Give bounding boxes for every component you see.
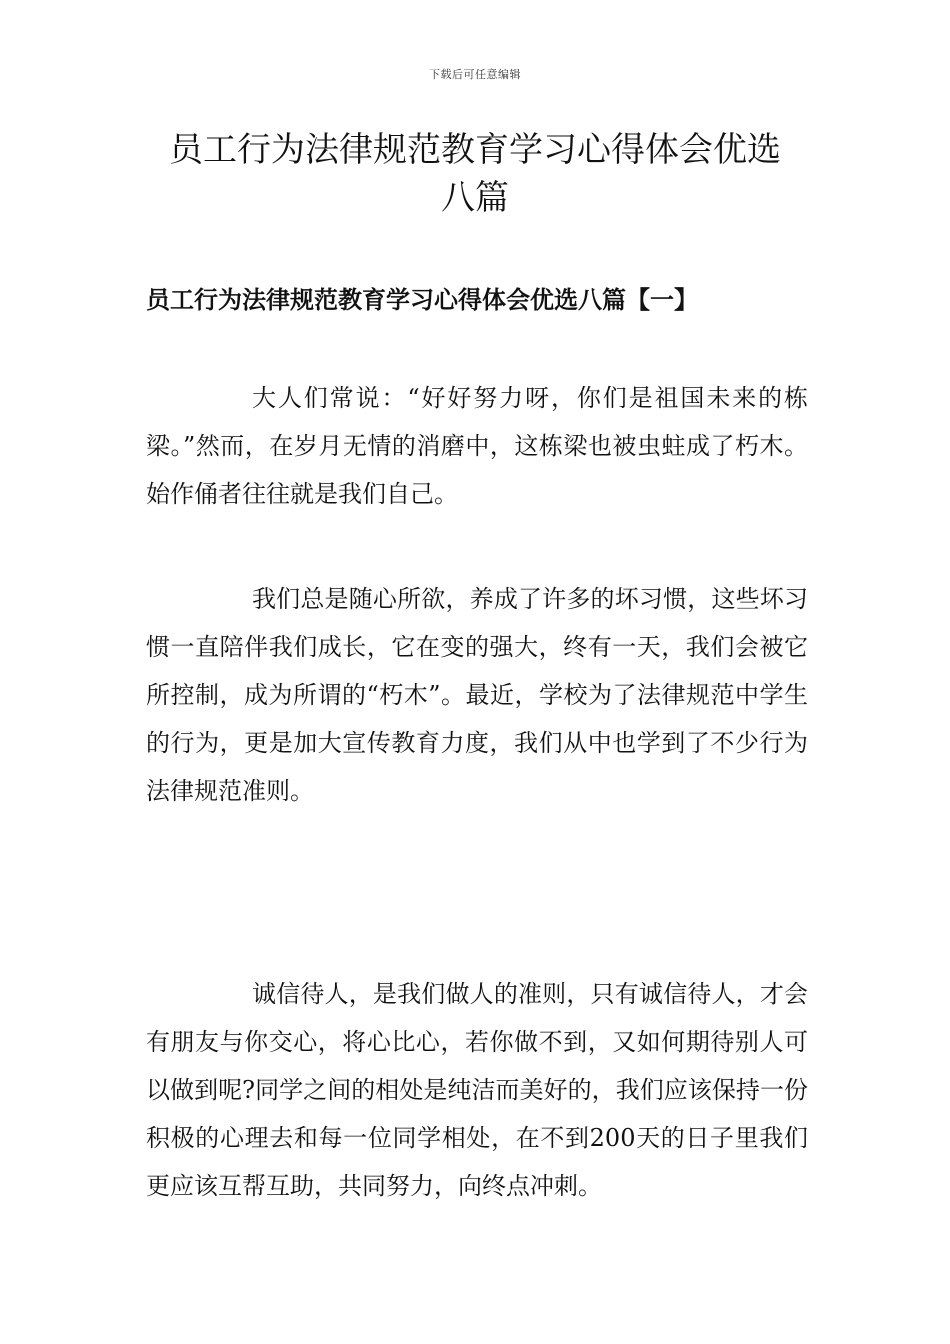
paragraph-3: 诚信待人，是我们做人的准则，只有诚信待人，才会有朋友与你交心，将心比心，若你做不到，又如何期待别人可以做到呢?同学之间的相处是纯洁而美好的，我们应该保持一份积极的心理去和每一位同学相处，在不到200天的日子里我们更应该互帮互助，共同努力，向终点冲刺。 <box>146 980 808 1200</box>
paragraph-1: 大人们常说：“好好努力呀，你们是祖国未来的栋梁。”然而，在岁月无情的消磨中，这栋梁也被虫蛀成了朽木。始作俑者往往就是我们自己。 <box>146 384 808 508</box>
title-line-1: 员工行为法律规范教育学习心得体会优选 <box>169 130 781 170</box>
paragraph-2: 我们总是随心所欲，养成了许多的坏习惯，这些坏习惯一直陪伴我们成长，它在变的强大，终有一天，我们会被它所控制，成为所谓的“朽木”。最近，学校为了法律规范中学生的行为，更是加大宣传教育力度，我们从中也学到了不少行为法律规范准则。 <box>146 585 808 805</box>
section-heading: 员工行为法律规范教育学习心得体会优选八篇【一】 <box>146 285 698 314</box>
header-note: 下载后可任意编辑 <box>429 68 521 81</box>
document-title <box>100 126 850 222</box>
title-line-2: 八篇 <box>441 178 509 218</box>
